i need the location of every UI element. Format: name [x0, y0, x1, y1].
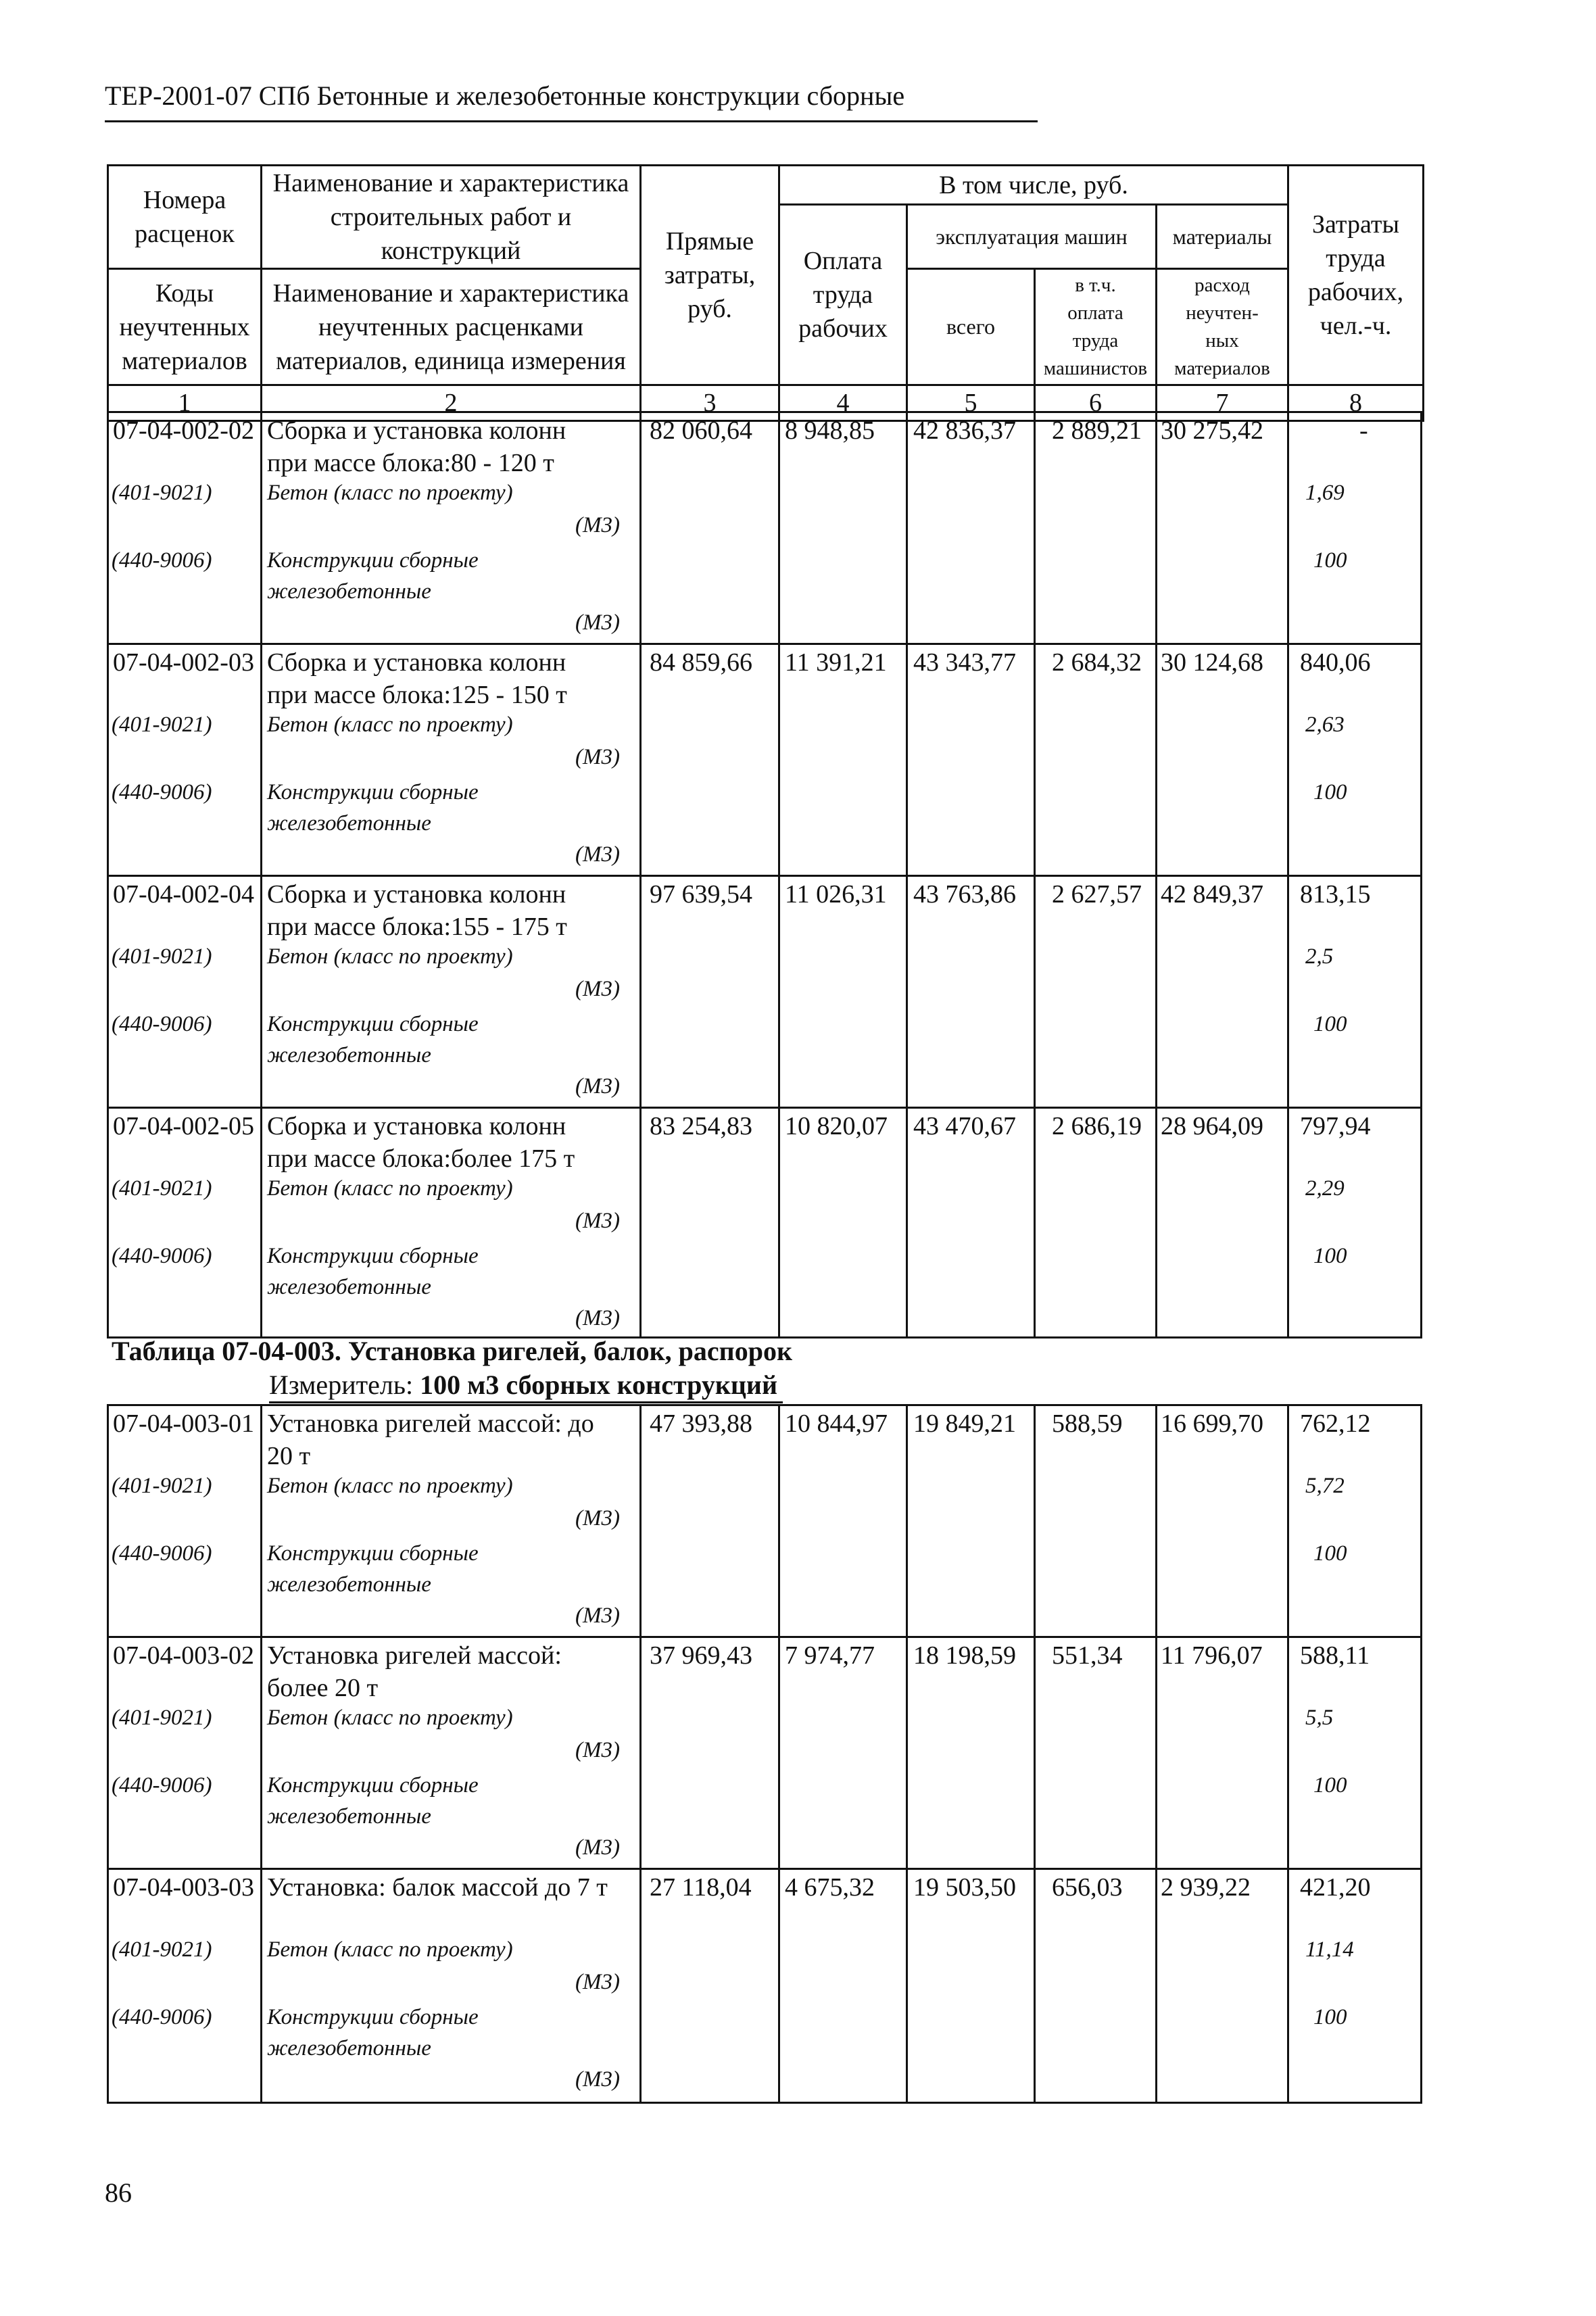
material-name-beton: Бетон (класс по проекту) [267, 713, 513, 737]
machine-cost: 43 763,86 [913, 880, 1016, 909]
machinist-labor-cost: 2 684,32 [1052, 648, 1142, 677]
col3-header: Прямые затраты, руб. [641, 166, 779, 385]
material-code-konstr: (440-9006) [112, 548, 212, 573]
rate-name-line1: Установка ригелей массой: [267, 1641, 562, 1670]
materials-cost: 28 964,09 [1161, 1112, 1263, 1140]
col-num-6: 6 [1035, 385, 1157, 421]
material-code-beton: (401-9021) [112, 713, 212, 737]
rate-name-line2: 20 т [267, 1442, 311, 1470]
material-name-konstr-2: железобетонные [267, 579, 431, 604]
col7-header: расход неучтен- ных материалов [1157, 269, 1288, 385]
materials-cost: 16 699,70 [1161, 1409, 1263, 1438]
direct-cost: 27 118,04 [650, 1873, 752, 1902]
materials-cost: 2 939,22 [1161, 1873, 1251, 1902]
material-name-konstr-1: Конструкции сборные [267, 780, 479, 804]
material-code-beton: (401-9021) [112, 1706, 212, 1730]
material-unit: (М3) [575, 745, 620, 769]
material-name-konstr-2: железобетонные [267, 1043, 431, 1067]
labor-cost: 8 948,85 [785, 416, 875, 445]
materials-cost: 30 275,42 [1161, 416, 1263, 445]
material-unit: (М3) [575, 1738, 620, 1762]
table-title: Таблица 07-04-003. Установка ригелей, балок, распорок [112, 1336, 792, 1366]
material-code-beton: (401-9021) [112, 944, 212, 969]
rate-name-line1: Сборка и установка колонн [267, 880, 566, 909]
rate-name-line1: Установка ригелей массой: до [267, 1409, 594, 1438]
material-code-konstr: (440-9006) [112, 1541, 212, 1566]
header-rule [105, 120, 1038, 122]
direct-cost: 97 639,54 [650, 880, 752, 909]
labor-hours: 813,15 [1300, 880, 1371, 909]
machinist-labor-cost: 2 686,19 [1052, 1112, 1142, 1140]
material-unit: (М3) [575, 1209, 620, 1233]
machine-cost: 19 503,50 [913, 1873, 1016, 1902]
material-name-beton: Бетон (класс по проекту) [267, 944, 513, 969]
labor-hours: - [1359, 416, 1368, 445]
machine-cost: 43 343,77 [913, 648, 1016, 677]
rate-code: 07-04-002-04 [113, 880, 254, 909]
material-name-konstr-2: железобетонные [267, 2036, 431, 2060]
material-name-beton: Бетон (класс по проекту) [267, 1937, 513, 1962]
material-code-konstr: (440-9006) [112, 1773, 212, 1798]
column-rule [906, 1406, 908, 2102]
labor-hours: 588,11 [1300, 1641, 1370, 1670]
material-qty-beton: 2,5 [1305, 944, 1334, 969]
material-code-beton: (401-9021) [112, 481, 212, 505]
mach-header: эксплуатация машин [907, 205, 1157, 269]
material-code-konstr: (440-9006) [112, 1244, 212, 1268]
material-qty-beton: 11,14 [1305, 1937, 1354, 1962]
mat-header: материалы [1157, 205, 1288, 269]
material-unit: (М3) [575, 610, 620, 635]
material-qty-konstr: 100 [1313, 548, 1347, 573]
row-rule [109, 1107, 1420, 1109]
machinist-labor-cost: 551,34 [1052, 1641, 1123, 1670]
direct-cost: 82 060,64 [650, 416, 752, 445]
material-unit: (М3) [575, 1970, 620, 1994]
material-qty-beton: 2,29 [1305, 1176, 1345, 1201]
col-num-2: 2 [262, 385, 641, 421]
col5-header: всего [907, 269, 1035, 385]
row-rule [109, 1636, 1420, 1638]
material-qty-konstr: 100 [1313, 780, 1347, 804]
material-qty-konstr: 100 [1313, 2005, 1347, 2029]
material-code-beton: (401-9021) [112, 1937, 212, 1962]
direct-cost: 83 254,83 [650, 1112, 752, 1140]
rates-table-07-04-003 [107, 1404, 1422, 2104]
measure-rule [269, 1401, 783, 1403]
column-rule [1287, 1406, 1289, 2102]
material-unit: (М3) [575, 2067, 620, 2092]
material-code-beton: (401-9021) [112, 1474, 212, 1498]
material-name-konstr-1: Конструкции сборные [267, 1012, 479, 1036]
rate-name-line1: Сборка и установка колонн [267, 648, 566, 677]
material-unit: (М3) [575, 1603, 620, 1628]
direct-cost: 84 859,66 [650, 648, 752, 677]
direct-cost: 37 969,43 [650, 1641, 752, 1670]
material-code-konstr: (440-9006) [112, 780, 212, 804]
material-name-beton: Бетон (класс по проекту) [267, 1706, 513, 1730]
material-qty-konstr: 100 [1313, 1541, 1347, 1566]
machine-cost: 18 198,59 [913, 1641, 1016, 1670]
column-rule [639, 1406, 642, 2102]
material-qty-beton: 2,63 [1305, 713, 1345, 737]
material-code-beton: (401-9021) [112, 1176, 212, 1201]
rate-name-line2: при массе блока:более 175 т [267, 1144, 575, 1173]
labor-hours: 840,06 [1300, 648, 1371, 677]
rate-name-line2: при массе блока:80 - 120 т [267, 449, 554, 477]
rate-code: 07-04-002-02 [113, 416, 254, 445]
direct-cost: 47 393,88 [650, 1409, 752, 1438]
col-num-8: 8 [1288, 385, 1424, 421]
machinist-labor-cost: 656,03 [1052, 1873, 1123, 1902]
row-rule [109, 643, 1420, 645]
page-number: 86 [105, 2177, 132, 2208]
rate-code: 07-04-002-03 [113, 648, 254, 677]
rate-code: 07-04-002-05 [113, 1112, 254, 1140]
machinist-labor-cost: 2 627,57 [1052, 880, 1142, 909]
col-num-1: 1 [108, 385, 262, 421]
col1-header-top: Номера расценок [108, 166, 262, 269]
rate-name-line2: более 20 т [267, 1674, 379, 1702]
column-rule [778, 1406, 780, 2102]
material-name-konstr-1: Конструкции сборные [267, 548, 479, 573]
material-name-konstr-2: железобетонные [267, 1572, 431, 1597]
material-unit: (М3) [575, 1306, 620, 1330]
labor-cost: 4 675,32 [785, 1873, 875, 1902]
machine-cost: 42 836,37 [913, 416, 1016, 445]
rate-name-line2: при массе блока:125 - 150 т [267, 681, 567, 709]
material-unit: (М3) [575, 1835, 620, 1860]
rate-code: 07-04-003-01 [113, 1409, 254, 1438]
material-name-beton: Бетон (класс по проекту) [267, 1474, 513, 1498]
material-qty-beton: 5,72 [1305, 1474, 1345, 1498]
col-num-3: 3 [641, 385, 779, 421]
labor-cost: 11 026,31 [785, 880, 887, 909]
col4-header: Оплата труда рабочих [779, 205, 907, 385]
material-name-konstr-1: Конструкции сборные [267, 1244, 479, 1268]
material-name-beton: Бетон (класс по проекту) [267, 1176, 513, 1201]
material-name-konstr-2: железобетонные [267, 1804, 431, 1829]
material-name-beton: Бетон (класс по проекту) [267, 481, 513, 505]
material-unit: (М3) [575, 977, 620, 1001]
rate-name-line1: Сборка и установка колонн [267, 1112, 566, 1140]
rates-table-07-04-002 [107, 411, 1422, 1338]
machine-cost: 19 849,21 [913, 1409, 1016, 1438]
column-rule [1155, 1406, 1157, 2102]
materials-cost: 30 124,68 [1161, 648, 1263, 677]
material-unit: (М3) [575, 1506, 620, 1530]
col1-header-bottom: Коды неучтенных материалов [108, 269, 262, 385]
rate-name-line2: при массе блока:155 - 175 т [267, 913, 567, 941]
material-code-konstr: (440-9006) [112, 1012, 212, 1036]
col6-header: в т.ч. оплата труда машинистов [1035, 269, 1157, 385]
labor-cost: 10 820,07 [785, 1112, 888, 1140]
labor-cost: 10 844,97 [785, 1409, 888, 1438]
rate-code: 07-04-003-03 [113, 1873, 254, 1902]
row-rule [109, 1868, 1420, 1870]
rate-name-line1: Установка: балок массой до 7 т [267, 1873, 608, 1902]
material-qty-konstr: 100 [1313, 1244, 1347, 1268]
rate-name-line1: Сборка и установка колонн [267, 416, 566, 445]
labor-hours: 797,94 [1300, 1112, 1371, 1140]
col2-header-bottom: Наименование и характеристика неучтенных расценками материалов, единица измерения [262, 269, 641, 385]
materials-cost: 42 849,37 [1161, 880, 1263, 909]
material-qty-beton: 1,69 [1305, 481, 1345, 505]
labor-hours: 421,20 [1300, 1873, 1371, 1902]
rate-code: 07-04-003-02 [113, 1641, 254, 1670]
col-num-4: 4 [779, 385, 907, 421]
labor-hours: 762,12 [1300, 1409, 1371, 1438]
table-measure: Измеритель: 100 м3 сборных конструкций [269, 1370, 778, 1400]
materials-cost: 11 796,07 [1161, 1641, 1263, 1670]
col8-header: Затраты труда рабочих, чел.-ч. [1288, 166, 1424, 385]
material-code-konstr: (440-9006) [112, 2005, 212, 2029]
col-num-5: 5 [907, 385, 1035, 421]
material-qty-konstr: 100 [1313, 1012, 1347, 1036]
material-name-konstr-1: Конструкции сборные [267, 1541, 479, 1566]
labor-cost: 7 974,77 [785, 1641, 875, 1670]
column-rule [260, 1406, 262, 2102]
column-header-table [107, 164, 1424, 422]
page-header: ТЕР-2001-07 СПб Бетонные и железобетонные конструкции сборные [105, 80, 905, 111]
material-unit: (М3) [575, 513, 620, 537]
material-qty-beton: 5,5 [1305, 1706, 1334, 1730]
machine-cost: 43 470,67 [913, 1112, 1016, 1140]
material-name-konstr-1: Конструкции сборные [267, 1773, 479, 1798]
machinist-labor-cost: 2 889,21 [1052, 416, 1142, 445]
material-unit: (М3) [575, 1074, 620, 1099]
column-rule [1034, 1406, 1036, 2102]
material-name-konstr-2: железобетонные [267, 1275, 431, 1299]
labor-cost: 11 391,21 [785, 648, 887, 677]
col2-header-top: Наименование и характеристика строительных работ и конструкций [262, 166, 641, 269]
machinist-labor-cost: 588,59 [1052, 1409, 1123, 1438]
material-qty-konstr: 100 [1313, 1773, 1347, 1798]
material-unit: (М3) [575, 842, 620, 867]
incl-header: В том числе, руб. [779, 166, 1288, 205]
material-name-konstr-2: железобетонные [267, 811, 431, 836]
col-num-7: 7 [1157, 385, 1288, 421]
material-name-konstr-1: Конструкции сборные [267, 2005, 479, 2029]
row-rule [109, 875, 1420, 877]
